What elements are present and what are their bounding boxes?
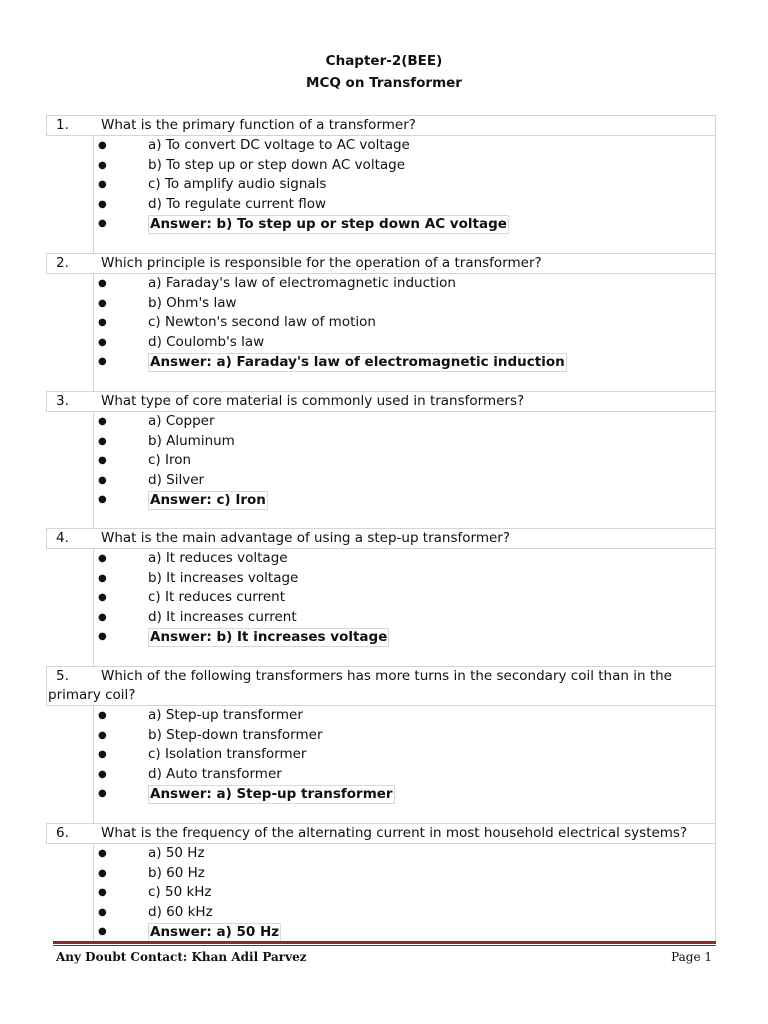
option-text: b) Step-down transformer	[148, 726, 323, 743]
option-text: d) Silver	[148, 471, 205, 488]
option-item	[94, 471, 715, 491]
answer-text: Answer: b) It increases voltage	[150, 629, 388, 645]
option-item	[94, 136, 715, 156]
options-list	[93, 274, 716, 391]
option-text: b) To step up or step down AC voltage	[148, 156, 406, 173]
option-text: a) To convert DC voltage to AC voltage	[148, 137, 410, 153]
option-text: c) Iron	[148, 452, 192, 468]
option-item	[94, 274, 715, 294]
question-block-2	[46, 253, 716, 391]
question-header	[46, 391, 716, 412]
bullet-icon: ●	[98, 435, 107, 447]
option-text: c) Isolation transformer	[148, 746, 307, 762]
option-item	[94, 549, 715, 569]
option-text: b) 60 Hz	[148, 864, 205, 881]
question-header	[46, 253, 716, 274]
option-text: c) 50 kHz	[148, 884, 212, 900]
option-text: d) Coulomb's law	[148, 333, 265, 350]
option-text: a) It reduces voltage	[148, 550, 288, 566]
options-list	[93, 549, 716, 666]
option-item	[94, 432, 715, 452]
options-list	[93, 412, 716, 529]
bullet-icon: ●	[98, 455, 107, 466]
bullet-icon: ●	[98, 906, 107, 918]
question-block-1	[46, 115, 716, 253]
option-text: b) Aluminum	[148, 432, 235, 449]
option-item	[94, 883, 715, 903]
option-text: c) To amplify audio signals	[148, 176, 327, 192]
question-text: Which principle is responsible for the operation of a transformer?	[101, 255, 542, 271]
option-item	[94, 333, 715, 353]
bullet-icon: ●	[98, 140, 107, 151]
answer-item	[94, 214, 715, 234]
bullet-icon: ●	[98, 416, 107, 427]
footer-divider	[53, 941, 716, 944]
question-text: What type of core material is commonly used in transformers?	[101, 393, 525, 409]
option-item	[94, 588, 715, 608]
question-number: 6.	[56, 825, 69, 841]
question-text: What is the main advantage of using a step-up transformer?	[101, 530, 511, 546]
bullet-icon: ●	[98, 474, 107, 486]
bullet-icon: ●	[98, 297, 107, 309]
bullet-icon: ●	[98, 592, 107, 603]
question-header	[46, 115, 716, 136]
option-item	[94, 195, 715, 215]
option-text: a) 50 Hz	[148, 845, 205, 861]
option-text: b) It increases voltage	[148, 569, 299, 586]
options-list	[93, 844, 716, 942]
bullet-icon: ●	[98, 749, 107, 760]
answer-item	[94, 627, 715, 647]
bullet-icon: ●	[98, 572, 107, 584]
option-item	[94, 706, 715, 726]
option-item	[94, 294, 715, 314]
question-header	[46, 528, 716, 549]
question-number: 1.	[56, 117, 69, 133]
answer-text: Answer: a) Step-up transformer	[150, 786, 393, 802]
option-text: b) Ohm's law	[148, 294, 237, 311]
answer-item	[94, 784, 715, 804]
bullet-icon: ●	[98, 494, 107, 505]
page-number: Page 1	[671, 950, 712, 964]
option-item	[94, 156, 715, 176]
option-item	[94, 313, 715, 333]
bullet-icon: ●	[98, 768, 107, 780]
bullet-icon: ●	[98, 317, 107, 328]
option-text: a) Step-up transformer	[148, 707, 303, 723]
answer-item	[94, 490, 715, 510]
options-list	[93, 706, 716, 823]
bullet-icon: ●	[98, 198, 107, 210]
question-header	[46, 823, 716, 844]
option-text: d) 60 kHz	[148, 903, 213, 920]
option-item	[94, 726, 715, 746]
bullet-icon: ●	[98, 179, 107, 190]
page-subtitle: MCQ on Transformer	[306, 75, 462, 91]
option-text: c) It reduces current	[148, 589, 285, 605]
bullet-icon: ●	[98, 218, 107, 229]
question-block-6	[46, 823, 716, 942]
bullet-icon: ●	[98, 788, 107, 799]
bullet-icon: ●	[98, 278, 107, 289]
answer-text: Answer: a) 50 Hz	[150, 924, 280, 940]
bullet-icon: ●	[98, 611, 107, 623]
option-item	[94, 745, 715, 765]
bullet-icon: ●	[98, 553, 107, 564]
question-header	[46, 666, 716, 706]
question-block-3	[46, 391, 716, 529]
answer-item	[94, 922, 715, 942]
option-item	[94, 412, 715, 432]
bullet-icon: ●	[98, 887, 107, 898]
option-text: d) Auto transformer	[148, 765, 282, 782]
bullet-icon: ●	[98, 336, 107, 348]
answer-text: Answer: a) Faraday's law of electromagnetic induction	[150, 354, 565, 370]
option-item	[94, 569, 715, 589]
options-list	[93, 136, 716, 253]
question-block-4	[46, 528, 716, 666]
option-item	[94, 864, 715, 884]
question-number: 3.	[56, 393, 69, 409]
bullet-icon: ●	[98, 356, 107, 367]
option-item	[94, 451, 715, 471]
option-text: a) Faraday's law of electromagnetic induction	[148, 275, 456, 291]
question-text: What is the frequency of the alternating current in most household electrical systems?	[101, 825, 688, 841]
question-number: 2.	[56, 255, 69, 271]
option-text: c) Newton's second law of motion	[148, 314, 376, 330]
bullet-icon: ●	[98, 729, 107, 741]
bullet-icon: ●	[98, 159, 107, 171]
question-block-5	[46, 666, 716, 823]
answer-item	[94, 352, 715, 372]
footer-divider-thin	[53, 945, 716, 946]
bullet-icon: ●	[98, 848, 107, 859]
answer-text: Answer: b) To step up or step down AC voltage	[150, 216, 507, 232]
footer-contact: Any Doubt Contact: Khan Adil Parvez	[56, 950, 307, 964]
option-item	[94, 175, 715, 195]
question-number: 5.	[56, 668, 69, 684]
question-text-continued: primary coil?	[48, 687, 136, 703]
option-text: d) It increases current	[148, 608, 297, 625]
option-text: d) To regulate current flow	[148, 195, 327, 212]
question-text: What is the primary function of a transformer?	[101, 117, 416, 133]
page-title: Chapter-2(BEE)	[325, 53, 443, 69]
bullet-icon: ●	[98, 867, 107, 879]
bullet-icon: ●	[98, 926, 107, 937]
bullet-icon: ●	[98, 710, 107, 721]
option-text: a) Copper	[148, 413, 215, 429]
option-item	[94, 903, 715, 923]
bullet-icon: ●	[98, 631, 107, 642]
option-item	[94, 844, 715, 864]
answer-text: Answer: c) Iron	[150, 492, 266, 508]
option-item	[94, 608, 715, 628]
question-number: 4.	[56, 530, 69, 546]
question-text: Which of the following transformers has more turns in the secondary coil than in the	[101, 668, 672, 684]
option-item	[94, 765, 715, 785]
